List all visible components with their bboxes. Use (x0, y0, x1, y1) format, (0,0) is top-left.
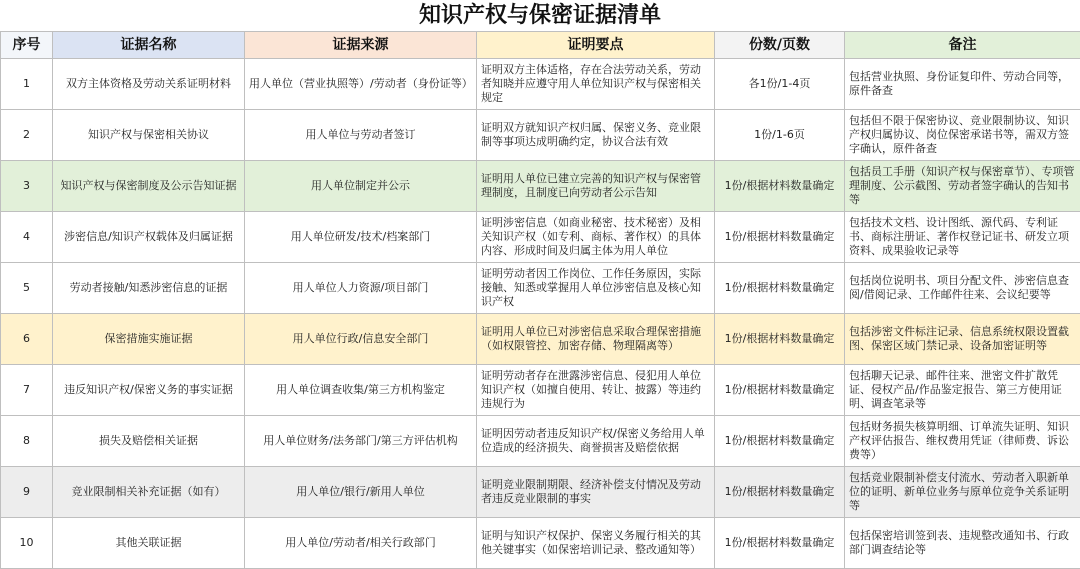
cell-name: 违反知识产权/保密义务的事实证据 (53, 365, 245, 416)
cell-note: 包括财务损失核算明细、订单流失证明、知识产权评估报告、维权费用凭证（律师费、诉讼费等） (845, 416, 1080, 467)
cell-name: 劳动者接触/知悉涉密信息的证据 (53, 263, 245, 314)
cell-source: 用人单位/劳动者/相关行政部门 (245, 518, 477, 569)
cell-name: 保密措施实施证据 (53, 314, 245, 365)
cell-count: 1份/根据材料数量确定 (715, 416, 845, 467)
cell-count: 1份/根据材料数量确定 (715, 212, 845, 263)
table-row (1, 263, 1080, 314)
cell-key-points: 证明因劳动者违反知识产权/保密义务给用人单位造成的经济损失、商誉损害及赔偿依据 (477, 416, 715, 467)
cell-seq: 1 (1, 59, 53, 110)
cell-seq: 9 (1, 467, 53, 518)
cell-source: 用人单位行政/信息安全部门 (245, 314, 477, 365)
cell-note: 包括但不限于保密协议、竞业限制协议、知识产权归属协议、岗位保密承诺书等，需双方签字确认，原件备查 (845, 110, 1080, 161)
header-key-points: 证明要点 (477, 32, 715, 59)
cell-name: 知识产权与保密相关协议 (53, 110, 245, 161)
table-row (1, 212, 1080, 263)
cell-key-points: 证明用人单位已对涉密信息采取合理保密措施（如权限管控、加密存储、物理隔离等） (477, 314, 715, 365)
header-row (1, 32, 1080, 59)
header-name: 证据名称 (53, 32, 245, 59)
header-seq: 序号 (1, 32, 53, 59)
cell-key-points: 证明劳动者存在泄露涉密信息、侵犯用人单位知识产权（如擅自使用、转让、披露）等违约违规行为 (477, 365, 715, 416)
cell-note: 包括员工手册（知识产权与保密章节）、专项管理制度、公示截图、劳动者签字确认的告知书等 (845, 161, 1080, 212)
header-count: 份数/页数 (715, 32, 845, 59)
cell-note: 包括聊天记录、邮件往来、泄密文件扩散凭证、侵权产品/作品鉴定报告、第三方使用证明、调查笔录等 (845, 365, 1080, 416)
cell-name: 涉密信息/知识产权载体及归属证据 (53, 212, 245, 263)
cell-note: 包括竞业限制补偿支付流水、劳动者入职新单位的证明、新单位业务与原单位竞争关系证明等 (845, 467, 1080, 518)
cell-key-points: 证明双方就知识产权归属、保密义务、竞业限制等事项达成明确约定，协议合法有效 (477, 110, 715, 161)
cell-source: 用人单位与劳动者签订 (245, 110, 477, 161)
cell-key-points: 证明双方主体适格，存在合法劳动关系，劳动者知晓并应遵守用人单位知识产权与保密相关规定 (477, 59, 715, 110)
page-title: 知识产权与保密证据清单 (0, 0, 1080, 31)
cell-count: 1份/根据材料数量确定 (715, 365, 845, 416)
table-row (1, 314, 1080, 365)
cell-seq: 5 (1, 263, 53, 314)
cell-seq: 8 (1, 416, 53, 467)
table-row (1, 110, 1080, 161)
cell-count: 各1份/1-4页 (715, 59, 845, 110)
cell-key-points: 证明用人单位已建立完善的知识产权与保密管理制度，且制度已向劳动者公示告知 (477, 161, 715, 212)
cell-note: 包括营业执照、身份证复印件、劳动合同等，原件备查 (845, 59, 1080, 110)
header-source: 证据来源 (245, 32, 477, 59)
cell-name: 损失及赔偿相关证据 (53, 416, 245, 467)
cell-key-points: 证明与知识产权保护、保密义务履行相关的其他关键事实（如保密培训记录、整改通知等） (477, 518, 715, 569)
cell-source: 用人单位财务/法务部门/第三方评估机构 (245, 416, 477, 467)
cell-source: 用人单位人力资源/项目部门 (245, 263, 477, 314)
cell-key-points: 证明竞业限制期限、经济补偿支付情况及劳动者违反竞业限制的事实 (477, 467, 715, 518)
table-row (1, 467, 1080, 518)
cell-note: 包括技术文档、设计图纸、源代码、专利证书、商标注册证、著作权登记证书、研发立项资料、成果验收记录等 (845, 212, 1080, 263)
cell-count: 1份/根据材料数量确定 (715, 161, 845, 212)
cell-source: 用人单位制定并公示 (245, 161, 477, 212)
cell-name: 其他关联证据 (53, 518, 245, 569)
cell-key-points: 证明涉密信息（如商业秘密、技术秘密）及相关知识产权（如专利、商标、著作权）的具体内容、形成时间及归属主体为用人单位 (477, 212, 715, 263)
table-row (1, 59, 1080, 110)
cell-source: 用人单位调查收集/第三方机构鉴定 (245, 365, 477, 416)
cell-name: 双方主体资格及劳动关系证明材料 (53, 59, 245, 110)
cell-name: 知识产权与保密制度及公示告知证据 (53, 161, 245, 212)
cell-count: 1份/1-6页 (715, 110, 845, 161)
cell-count: 1份/根据材料数量确定 (715, 518, 845, 569)
cell-seq: 10 (1, 518, 53, 569)
table-row (1, 161, 1080, 212)
cell-note: 包括保密培训签到表、违规整改通知书、行政部门调查结论等 (845, 518, 1080, 569)
cell-key-points: 证明劳动者因工作岗位、工作任务原因，实际接触、知悉或掌握用人单位涉密信息及核心知识产权 (477, 263, 715, 314)
table-row (1, 518, 1080, 569)
header-note: 备注 (845, 32, 1080, 59)
table-row (1, 416, 1080, 467)
table-row (1, 365, 1080, 416)
cell-seq: 2 (1, 110, 53, 161)
cell-note: 包括岗位说明书、项目分配文件、涉密信息查阅/借阅记录、工作邮件往来、会议纪要等 (845, 263, 1080, 314)
cell-seq: 6 (1, 314, 53, 365)
cell-source: 用人单位研发/技术/档案部门 (245, 212, 477, 263)
cell-count: 1份/根据材料数量确定 (715, 263, 845, 314)
cell-note: 包括涉密文件标注记录、信息系统权限设置截图、保密区域门禁记录、设备加密证明等 (845, 314, 1080, 365)
cell-source: 用人单位/银行/新用人单位 (245, 467, 477, 518)
cell-seq: 4 (1, 212, 53, 263)
cell-seq: 7 (1, 365, 53, 416)
cell-source: 用人单位（营业执照等）/劳动者（身份证等） (245, 59, 477, 110)
evidence-table (0, 31, 1080, 569)
cell-seq: 3 (1, 161, 53, 212)
cell-count: 1份/根据材料数量确定 (715, 314, 845, 365)
cell-name: 竞业限制相关补充证据（如有） (53, 467, 245, 518)
cell-count: 1份/根据材料数量确定 (715, 467, 845, 518)
